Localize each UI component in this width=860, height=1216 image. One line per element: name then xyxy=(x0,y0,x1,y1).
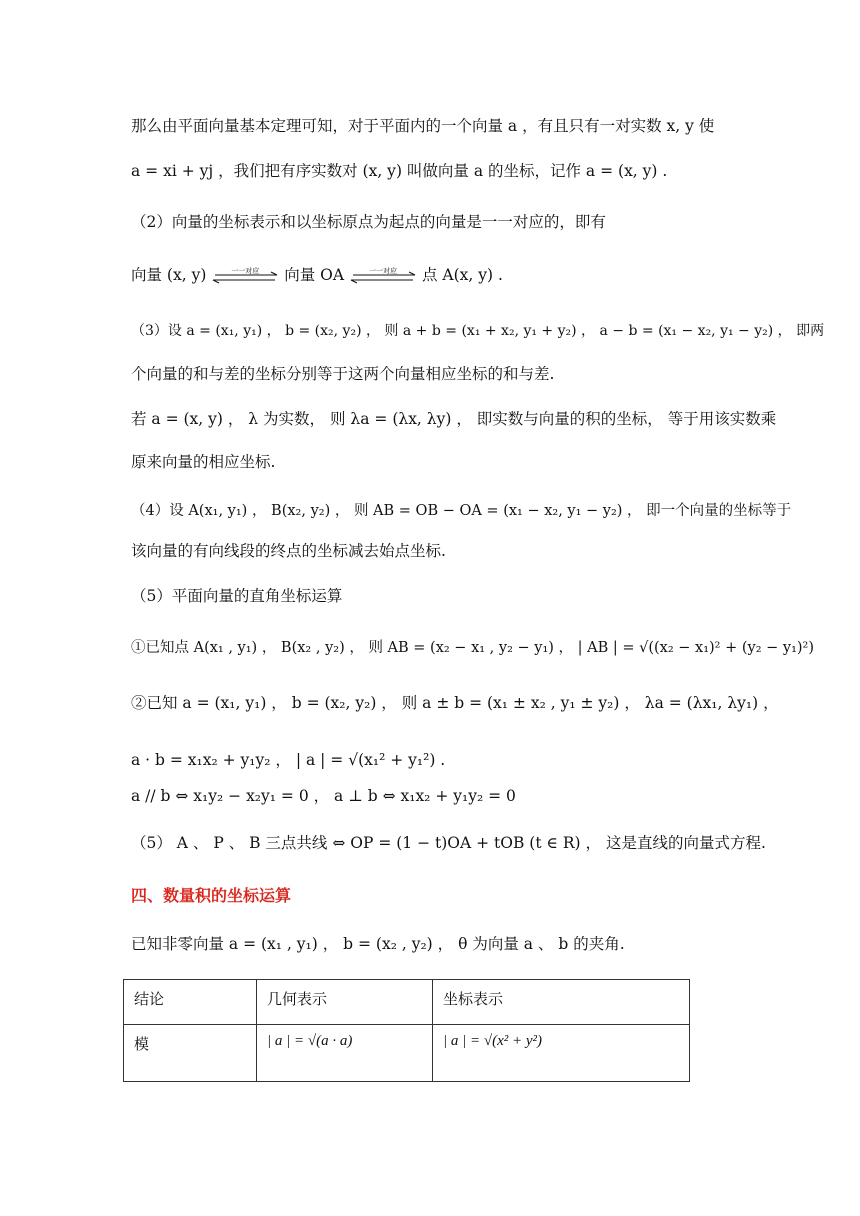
formula-table xyxy=(123,979,690,1082)
paragraph-line-5: （3）设 a = (x₁, y₁) ， b = (x₂, y₂) ， 则 a + b = (x₁ + x₂, y₁ + y₂) ， a − b = (x₁ − x₂, y₁ − y₂) ， 即两 xyxy=(131,323,825,339)
header-cell: 结论 xyxy=(124,980,257,1025)
paragraph-line-16: （5） A 、 P 、 B 三点共线 ⇔ OP = (1 − t)OA + tOB (t ∈ R) ， 这是直线的向量式方程. xyxy=(131,834,766,852)
arrow-label: 一一对应 xyxy=(369,267,398,275)
table-cell: 模 xyxy=(124,1025,257,1082)
paragraph-line-1: 那么由平面向量基本定理可知，对于平面内的一个向量 a ，有且只有一对实数 x, y 使 xyxy=(131,117,715,135)
paragraph-line-3: （2）向量的坐标表示和以坐标原点为起点的向量是一一对应的，即有 xyxy=(131,213,606,231)
line4-part-b: 向量 OA xyxy=(284,266,345,284)
paragraph-line-15: a // b ⇔ x₁y₂ − x₂y₁ = 0 ， a ⊥ b ⇔ x₁x₂ + y₁y₂ = 0 xyxy=(131,787,516,805)
paragraph-line-12: ①已知点 A(x₁ , y₁) ， B(x₂ , y₂) ， 则 AB = (x₂ − x₁ , y₂ − y₁) ， | AB | = √((x₂ − x₁)² + (y₂ − y₁)²) xyxy=(131,640,815,656)
double-arrow-icon xyxy=(211,269,279,283)
paragraph-line-8: 原来向量的相应坐标. xyxy=(131,453,276,471)
table-header-row xyxy=(124,980,690,1025)
header-cell: 坐标表示 xyxy=(433,980,690,1025)
header-cell: 几何表示 xyxy=(257,980,433,1025)
arrow-label: 一一对应 xyxy=(231,267,260,275)
line4-part-c: 点 A(x, y) . xyxy=(421,266,503,284)
paragraph-line-4 xyxy=(131,264,503,286)
paragraph-line-13: ②已知 a = (x₁, y₁) ， b = (x₂, y₂) ， 则 a ± b = (x₁ ± x₂ , y₁ ± y₂) ， λa = (λx₁, λy₁) ， xyxy=(131,694,779,712)
table-cell: | a | = √(a · a) xyxy=(257,1025,433,1082)
paragraph-line-17: 已知非零向量 a = (x₁ , y₁) ， b = (x₂ , y₂) ， θ 为向量 a 、 b 的夹角. xyxy=(131,935,625,953)
paragraph-line-10: 该向量的有向线段的终点的坐标减去始点坐标. xyxy=(131,542,446,560)
paragraph-line-7: 若 a = (x, y) ， λ 为实数， 则 λa = (λx, λy) ， 即实数与向量的积的坐标， 等于用该实数乘 xyxy=(131,410,777,428)
table-cell: | a | = √(x² + y²) xyxy=(433,1025,690,1082)
paragraph-line-6: 个向量的和与差的坐标分别等于这两个向量相应坐标的和与差. xyxy=(131,365,555,383)
double-arrow-icon xyxy=(349,269,417,283)
line4-part-a: 向量 (x, y) xyxy=(131,266,207,284)
table-row xyxy=(124,1025,690,1082)
paragraph-line-2: a = xi + yj ，我们把有序实数对 (x, y) 叫做向量 a 的坐标，记作 a = (x, y) . xyxy=(131,162,668,180)
section-heading: 四、数量积的坐标运算 xyxy=(131,886,292,905)
paragraph-line-11: （5）平面向量的直角坐标运算 xyxy=(131,587,343,605)
paragraph-line-14: a · b = x₁x₂ + y₁y₂ ， | a | = √(x₁² + y₁²) . xyxy=(131,751,446,769)
paragraph-line-9: （4）设 A(x₁, y₁) ， B(x₂, y₂) ， 则 AB = OB − OA = (x₁ − x₂, y₁ − y₂) ， 即一个向量的坐标等于 xyxy=(131,503,792,519)
